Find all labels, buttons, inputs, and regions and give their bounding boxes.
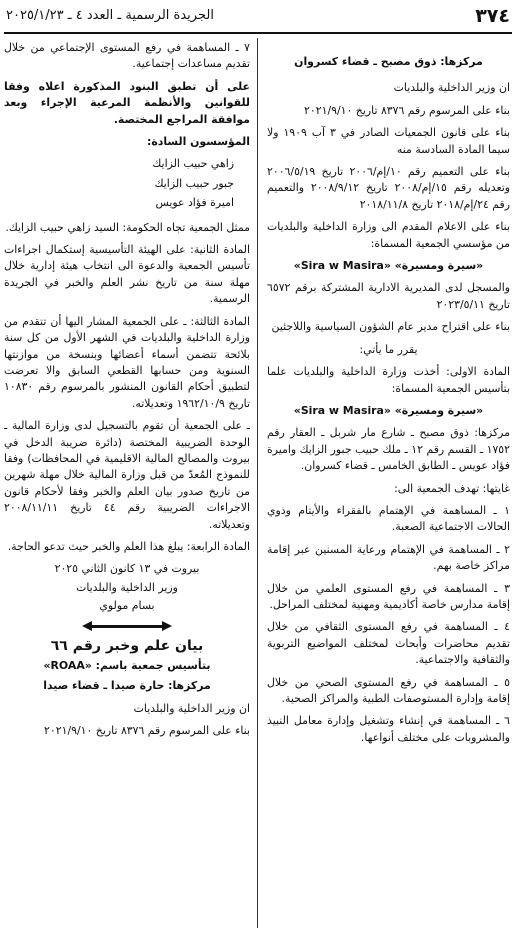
founder-name: زاهي حبيب الزايك: [152, 157, 234, 171]
notice-title: بيان علم وخبر رقم ٦٦: [50, 637, 204, 654]
objective-item: ١ ـ المساهمة في الإهتمام بالفقراء والأيتام وذوي الحالات الاجتماعية الصعبة.: [267, 503, 510, 534]
paragraph: بناء على التعميم رقم ١٠/إم/٢٠٠٦ تاريخ ٢٠٠٦/٥/١٩ وتعديله رقم ١٥/إم/٢٠٠٨ تاريخ ٢٠٠٨/٩/١٢ والتعميم رقم ٢٤/إم/٢٠١٨ تاريخ ٢٠١٨/١١/٨: [267, 165, 510, 211]
objective-item: ٤ ـ المساهمة في رفع المستوى الثقافي من خلال تقديم محاضرات وأبحاث لمختلف المواضيع التربوية والثقافية والاجتماعية.: [267, 620, 510, 667]
paragraph: ان وزير الداخلية والبلديات: [133, 701, 250, 715]
notice-center-heading: مركزها: حارة صيدا ـ قضاء صيدا: [43, 679, 211, 693]
decision-intro: يقرر ما يأتي:: [359, 342, 418, 356]
paragraph: ان وزير الداخلية والبلديات: [393, 81, 510, 95]
compliance-clause: على أن تطبق البنود المذكورة اعلاه وفقا للقوانين والأنظمة المرعية الإجراء وبعد موافقة المراجع المختصة.: [4, 79, 250, 126]
notice-center-heading: مركزها: ذوق مصبح ـ قضاء كسروان: [294, 55, 483, 68]
paragraph: بناء على المرسوم رقم ٨٣٧٦ تاريخ ٢٠٢١/٩/١٠: [44, 724, 250, 738]
representative: ممثل الجمعية تجاه الحكومة: السيد زاهي حبيب الزايك.: [5, 220, 250, 234]
association-name: «سيرة ومسيرة» «Sira w Masira»: [293, 403, 484, 417]
association-name: «سيرة ومسيرة» «Sira w Masira»: [293, 259, 484, 273]
objectives-heading: غايتها: تهدف الجمعية الى:: [394, 481, 510, 495]
founder-name: اميرة فؤاد عويس: [155, 196, 234, 210]
article-two: المادة الثانية: على الهيئة التأسيسية إستكمال اجراءات تأسيس الجمعية والدعوة الى انتخاب هيئة إدارية خلال مهلة سنة من تاريخ نشر العلم والخبر في الجريدة الرسمية.: [4, 243, 250, 306]
paragraph: بناء على اقتراح مدير عام الشؤون السياسية واللاجئين: [271, 320, 510, 334]
page-header: [4, 2, 512, 34]
signature-role: وزير الداخلية والبلديات: [76, 580, 178, 594]
gazette-title: الجريدة الرسمية ـ العدد ٤ ـ ٢٠٢٥/١/٢٣: [6, 8, 214, 23]
paragraph: بناء على قانون الجمعيات الصادر في ٣ آب ١٩٠٩ ولا سيما المادة السادسة منه: [267, 126, 510, 156]
objective-item: ٢ ـ المساهمة في الإهتمام ورعاية المسنين عبر إقامة مراكز خاصة بهم.: [267, 542, 510, 573]
left-column: [4, 40, 250, 928]
paragraph: بناء على الاعلام المقدم الى وزارة الداخلية والبلديات من مؤسسي الجمعية المسماة:: [267, 220, 510, 250]
objective-item: ٧ ـ المساهمة في رفع المستوى الإجتماعي من خلال تقديم مساعدات إجتماعية.: [4, 41, 250, 71]
article-four: المادة الرابعة: يبلغ هذا العلم والخبر حيث تدعو الحاجة.: [7, 539, 250, 553]
paragraph: بناء على المرسوم رقم ٨٣٧٦ تاريخ ٢٠٢١/٩/١٠: [304, 103, 510, 117]
founders-heading: المؤسسون السادة:: [146, 135, 250, 149]
founder-name: جبور حبيب الزايك: [154, 176, 234, 190]
signature-date: بيروت في ١٣ كانون الثاني ٢٠٢٥: [54, 562, 200, 576]
notice-subtitle: بتأسيس جمعية باسم: «ROAA»: [43, 659, 211, 672]
objective-item: ٣ ـ المساهمة في رفع المستوى العلمي من خلال إقامة مدارس خاصة أكاديمية ومهنية لمختلف المراحل.: [267, 581, 510, 611]
right-column: [267, 40, 510, 928]
column-divider: [257, 38, 258, 928]
objective-item: ٥ ـ المساهمة في رفع المستوى الصحي من خلال إقامة وإدارة المستوصفات الطبية والمراكز الصحية.: [267, 675, 510, 705]
tax-registration: ـ على الجمعية أن تقوم بالتسجيل لدى وزارة المالية ـ الوحدة الضريبية المختصة (دائرة ضريبة الدخل في بيروت والمصالح المالية الاقليمية في المحافظات) وفقا للنموذج المُعدّ من قبل وزارة المالية خلال مهلة شهرين من تاريخ صدور بيان العلم والخبر وفقا لأحكام قانون الاجراءات الضريبية رقم ٤٤ تاريخ ٢٠٠٨/١١/١١ وتعديلاته.: [4, 419, 250, 531]
paragraph: والمسجل لدى المديرية الادارية المشتركة برقم ٦٥٧٢ تاريخ ٢٠٢٣/٥/١١: [267, 281, 510, 311]
page-number: ٣٧٤: [475, 5, 510, 27]
article-three: المادة الثالثة: ـ على الجمعية المشار اليها أن تتقدم من وزارة الداخلية والبلديات في الشهر الأول من كل سنة بلائحة تتضمن أسماء أعضائها وبنسخة من موازنتها السنوية ومن حسابها القطعي السابق والا تعرضت لتطبيق أحكام القانون المنشور بالمرسوم رقم ١٠٨٣٠ تاريخ ١٩٦٢/١٠/٩ وتعديلاته.: [4, 314, 250, 410]
section-divider-ornament: [92, 625, 162, 628]
objective-item: ٦ ـ المساهمة في إنشاء وتشغيل وإدارة معامل النبيذ والمشروبات على مختلف أنواعها.: [267, 714, 510, 744]
article-one: المادة الاولى: أخذت وزارة الداخلية والبلديات علما بتأسيس الجمعية المسماة:: [267, 365, 510, 395]
signature-name: بسام مولوي: [99, 599, 155, 613]
headquarters: مركزها: ذوق مصبح ـ شارع مار شربل ـ العقار رقم ١٧٥٢ ـ القسم رقم ١٢ ـ ملك حبيب جبور الزايك واميرة فؤاد عويس ـ الطابق الخامس ـ قضاء كسروان.: [267, 426, 510, 473]
